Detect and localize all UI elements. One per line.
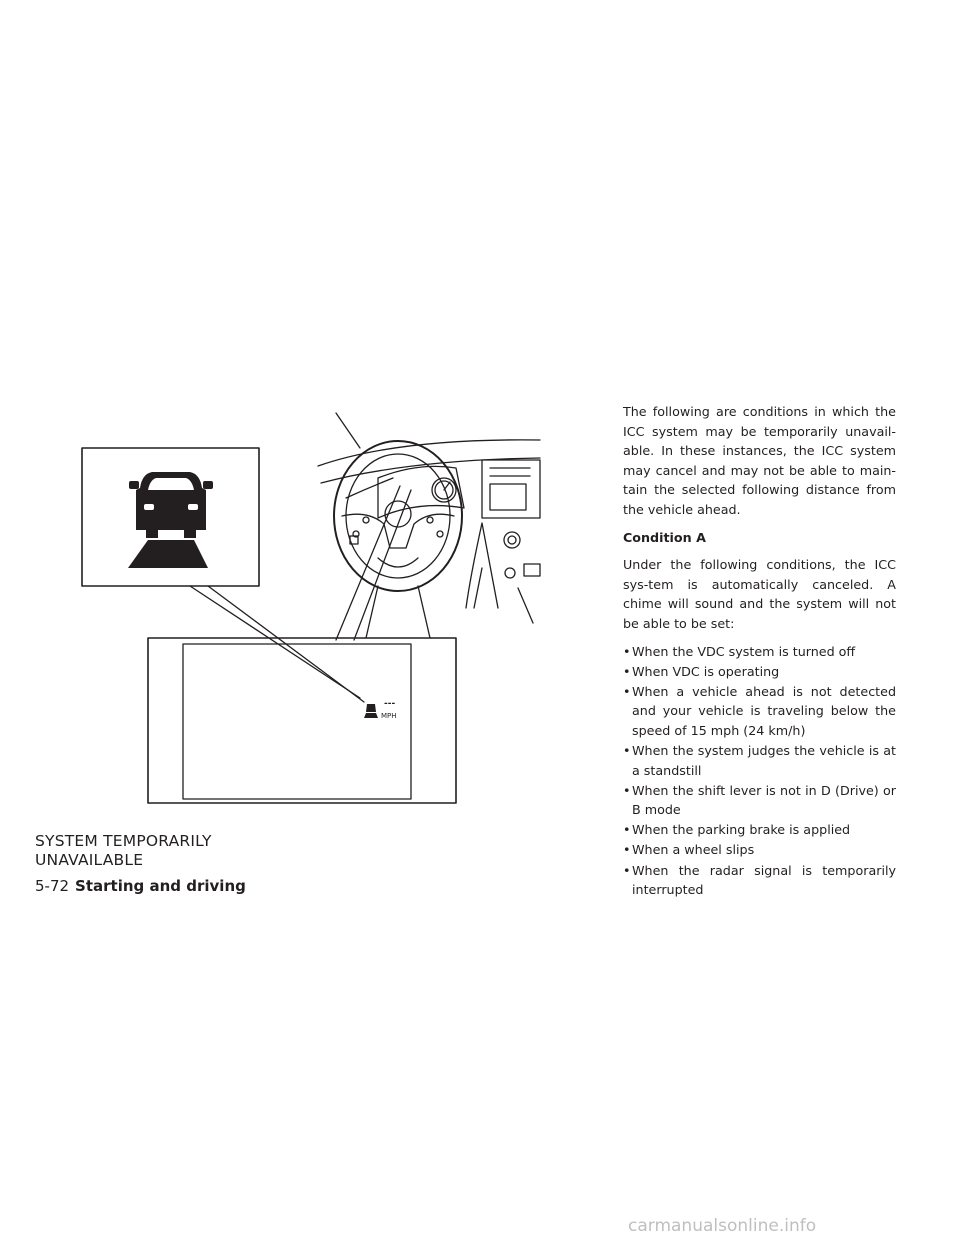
condition-heading: Condition A: [623, 529, 706, 545]
list-item: • When the radar signal is temporarily interrupted: [623, 861, 896, 900]
section-title-line-2: UNAVAILABLE: [35, 851, 144, 869]
list-item: • When the shift lever is not in D (Drive) or B mode: [623, 781, 896, 820]
body-column: [623, 402, 896, 900]
chapter-title: Starting and driving: [75, 877, 246, 895]
list-item: • When the system judges the vehicle is at a standstill: [623, 741, 896, 780]
intro-paragraph: The following are conditions in which the ICC system may be temporarily unavail-able. In these instances, the ICC system may cancel and may not be able to main-tain the selected following distance from the vehicle ahead.: [623, 404, 896, 517]
page-footer: [35, 877, 246, 895]
speed-unit: MPH: [381, 712, 397, 720]
page-number: 5-72: [35, 877, 70, 895]
section-title-line-1: SYSTEM TEMPORARILY: [35, 832, 212, 850]
list-item: • When a vehicle ahead is not detected and your vehicle is traveling below the speed of 15 mph (24 km/h): [623, 682, 896, 741]
condition-list: [623, 642, 896, 900]
section-title: [35, 832, 295, 870]
list-item: • When the VDC system is turned off: [623, 642, 896, 662]
icc-unavailable-illustration: [78, 408, 548, 808]
list-item: • When VDC is operating: [623, 662, 896, 682]
list-item: • When a wheel slips: [623, 840, 896, 860]
condition-intro: Under the following conditions, the ICC sys-tem is automatically canceled. A chime will sound and the system will not be able to be set:: [623, 557, 896, 631]
speed-dashes: ---: [384, 699, 396, 709]
list-item: • When the parking brake is applied: [623, 820, 896, 840]
watermark: carmanualsonline.info: [628, 1216, 817, 1236]
